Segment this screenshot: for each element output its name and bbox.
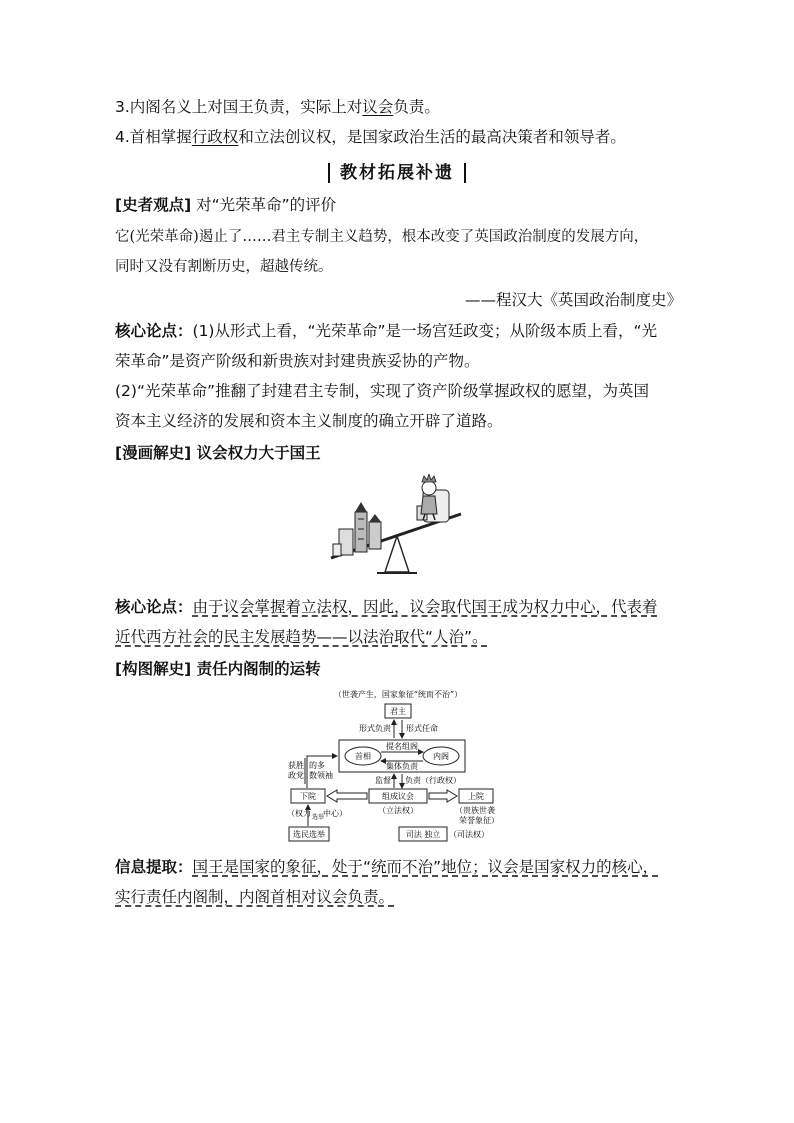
block1-quote-2: 同时又没有割断历史，超越传统。 [115, 259, 333, 275]
item-4 [115, 126, 626, 148]
win-label-2: 政党 [288, 771, 304, 780]
block3-info-1-text: 国王是国家的象征，处于“统而不治”地位；议会是国家权力的核心， [192, 858, 659, 876]
lower-house-label: 下院 [300, 792, 316, 801]
cabinet-system-diagram [283, 686, 513, 844]
block1-core-1 [115, 320, 657, 342]
formal-resp-label: 形式负责 [359, 724, 391, 733]
arrow-upper [429, 790, 457, 802]
block2-title: 议会权力大于国王 [191, 444, 321, 462]
block3-tag: [构图解史] [115, 660, 192, 678]
block2-core-1 [115, 596, 658, 618]
block2-core-2-text: 近代西方社会的民主发展趋势——以法治取代“人治”。 [115, 628, 488, 646]
upper-note-1: （贵族世袭 [455, 806, 495, 815]
power-center-a: （权力 [287, 809, 311, 818]
block1-title: 对“光荣革命”的评价 [191, 196, 337, 214]
leader-label-1: 的多 [309, 761, 325, 770]
leader-label-2: 数领袖 [309, 771, 333, 780]
formal-appoint-label: 形式任命 [406, 724, 438, 733]
block1-core-label: 核心论点： [115, 322, 193, 340]
item-4-end: 和立法创议权，是国家政治生活的最高决策者和领导者。 [238, 128, 626, 146]
section-title [0, 158, 794, 183]
block3-info-1 [115, 856, 658, 878]
block1-core-2: 荣革命”是资产阶级和新贵族对封建贵族妥协的产物。 [115, 352, 480, 370]
responsible-label: 负责 [405, 776, 421, 785]
parliament-label: 组成议会 [382, 792, 414, 801]
item-4-text: 4.首相掌握 [115, 128, 192, 146]
supervise-label: 监督 [375, 776, 391, 785]
collective-label: 集体负责 [386, 762, 418, 771]
voters-label: 选民选举 [293, 830, 325, 839]
item-3-underlined: 议会 [362, 98, 394, 116]
cartoon-seesaw-illustration [325, 474, 465, 584]
block1-source: ——程汉大《英国政治制度史》 [464, 291, 682, 309]
elect-vertical-label: 选举 [312, 814, 325, 821]
power-center-b: 中心） [323, 809, 347, 818]
monarch-label: 君主 [390, 707, 406, 716]
block1-heading [115, 194, 336, 216]
nominate-label: 提名组阁 [386, 742, 418, 751]
item-4-underlined: 行政权 [191, 128, 239, 146]
block3-info-2 [115, 886, 394, 908]
judicial-power-label: （司法权） [449, 830, 489, 839]
win-label-1: 获胜 [288, 761, 304, 770]
block2-core-label: 核心论点： [115, 598, 193, 616]
block2-heading [115, 442, 321, 464]
block1-core-4: 资本主义经济的发展和资本主义制度的确立开辟了道路。 [115, 412, 503, 430]
legis-power-label: （立法权） [378, 806, 418, 815]
arrow-lower [327, 790, 367, 802]
upper-note-2: 荣誉象征） [459, 816, 499, 825]
cabinet-label: 内阁 [433, 752, 449, 761]
pm-label: 首相 [355, 752, 371, 761]
judicial-label: 司法 独立 [405, 830, 441, 839]
block3-info-label: 信息提取： [115, 858, 193, 876]
section-title-text: 教材拓展补遗 [340, 163, 454, 183]
upper-house-label: 上院 [468, 792, 484, 801]
block2-core-1-text: 由于议会掌握着立法权，因此，议会取代国王成为权力中心，代表着 [192, 598, 658, 616]
title-bar-left [328, 163, 330, 183]
block1-quote-1: 它(光荣革命)遏止了……君主专制主义趋势，根本改变了英国政治制度的发展方向， [115, 229, 649, 245]
title-bar-right [464, 163, 466, 183]
block2-core-2 [115, 626, 488, 648]
block3-title: 责任内阁制的运转 [191, 660, 321, 678]
item-3 [115, 96, 440, 118]
block1-tag: [史者观点] [115, 196, 192, 214]
block1-core-1-text: (1)从形式上看，“光荣革命”是一场宫廷政变；从阶级本质上看，“光 [192, 322, 658, 340]
item-3-text: 3.内阁名义上对国王负责，实际上对 [115, 98, 363, 116]
block3-heading [115, 658, 321, 680]
exec-power-label: （行政权） [421, 776, 461, 785]
item-3-end: 负责。 [393, 98, 440, 116]
diagram-top-note: （世袭产生，国家象征“统而不治”） [333, 690, 463, 699]
block3-info-2-text: 实行责任内阁制，内阁首相对议会负责。 [115, 888, 395, 906]
block2-tag: [漫画解史] [115, 444, 192, 462]
block1-core-3: (2)“光荣革命”推翻了封建君主专制，实现了资产阶级掌握政权的愿望，为英国 [115, 382, 650, 400]
